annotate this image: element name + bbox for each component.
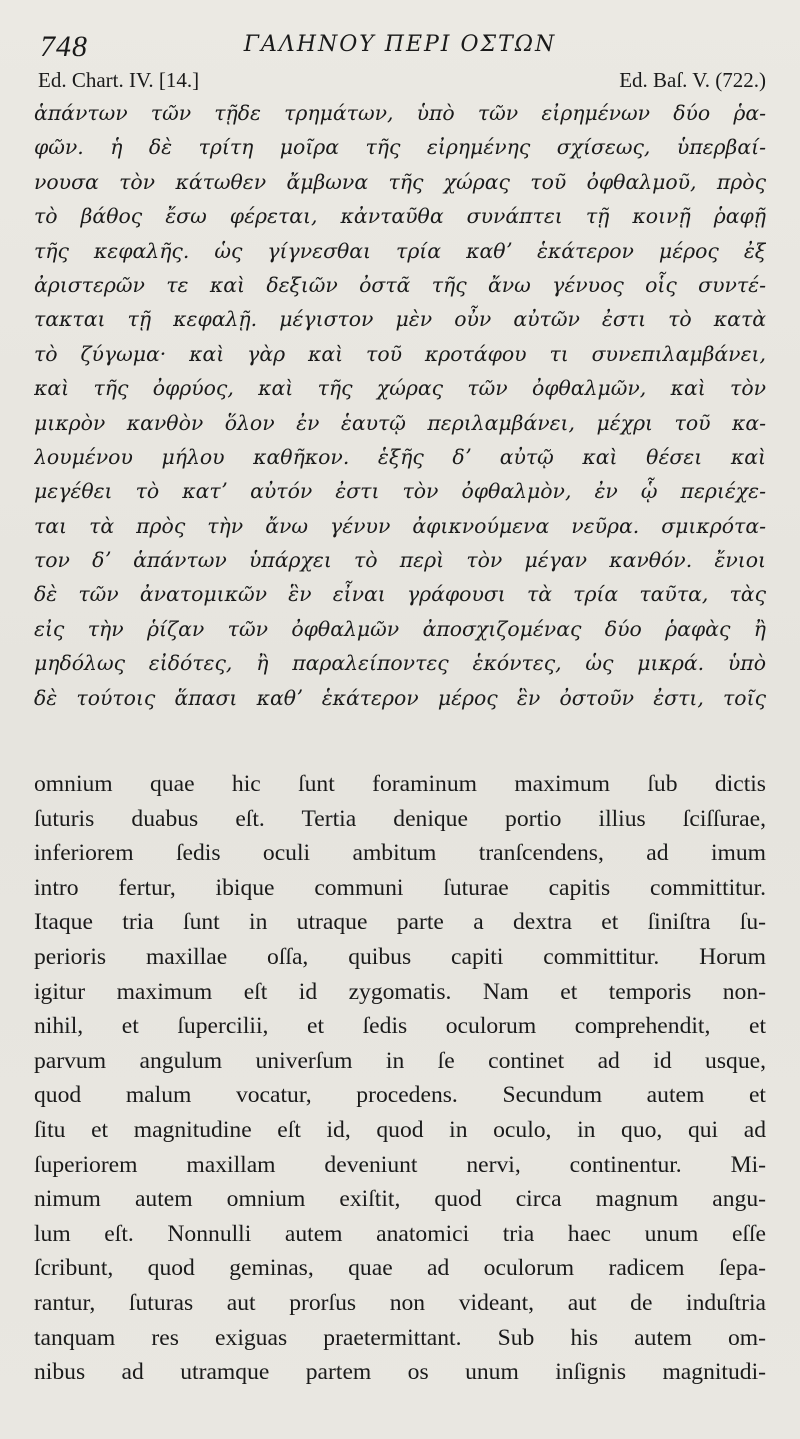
- greek-line: δὲ τούτοις ἅπασι καθʼ ἑκάτερον μέρος ἓν ὀστοῦν ἐστι, τοῖς: [34, 685, 766, 710]
- latin-line: nibus ad utramque partem os unum inſignis magnitudi-: [34, 1359, 766, 1386]
- latin-line: igitur maximum eſt id zygomatis. Nam et temporis non-: [34, 978, 766, 1005]
- greek-line: ἀριστερῶν τε καὶ δεξιῶν ὀστᾶ τῆς ἄνω γένυος οἷς συντέ-: [34, 272, 766, 297]
- greek-line: τῆς κεφαλῆς. ὡς γίγνεσθαι τρία καθʼ ἑκάτερον μέρος ἐξ: [34, 238, 766, 263]
- latin-line: inferiorem ſedis oculi ambitum tranſcendens, ad imum: [34, 840, 766, 867]
- greek-line: τακται τῇ κεφαλῇ. μέγιστον μὲν οὖν αὐτῶν ἐστι τὸ κατὰ: [34, 307, 766, 332]
- greek-line: ται τὰ πρὸς τὴν ἄνω γένυν ἀφικνούμενα νεῦρα. σμικρότα-: [34, 513, 766, 538]
- greek-line: νουσα τὸν κάτωθεν ἄμβωνα τῆς χώρας τοῦ ὀφθαλμοῦ, πρὸς: [34, 169, 766, 194]
- greek-text-block: [34, 96, 766, 715]
- latin-line: rantur, ſuturas aut prorſus non videant, aut de induſtria: [34, 1289, 766, 1316]
- edition-references: [34, 66, 766, 96]
- greek-line: μηδόλως εἰδότες, ἢ παραλείποντες ἑκόντες, ὡς μικρά. ὑπὸ: [34, 651, 766, 676]
- section-gap: [34, 715, 766, 767]
- latin-line: lum eſt. Nonnulli autem anatomici tria haec unum eſſe: [34, 1220, 766, 1247]
- latin-line: ſitu et magnitudine eſt id, quod in oculo, in quo, qui ad: [34, 1116, 766, 1143]
- greek-line: τὸ ζύγωμα· καὶ γὰρ καὶ τοῦ κροτάφου τι συνεπιλαμβάνει,: [34, 341, 766, 366]
- page-number: 748: [40, 30, 88, 63]
- latin-line: ſuperiorem maxillam deveniunt nervi, continentur. Mi-: [34, 1151, 766, 1178]
- running-title: ΓΑΛΗΝΟΥ ΠΕΡΙ ΟΣΤΩΝ: [243, 32, 557, 57]
- edition-basel-ref: Ed. Baſ. V. (722.): [619, 68, 766, 92]
- running-head: [34, 26, 766, 66]
- greek-line: μικρὸν κανθὸν ὅλον ἐν ἑαυτῷ περιλαμβάνει, μέχρι τοῦ κα-: [34, 410, 766, 435]
- latin-text-block: [34, 767, 766, 1390]
- latin-line: quod malum vocatur, procedens. Secundum autem et: [34, 1082, 766, 1109]
- latin-line: omnium quae hic ſunt foraminum maximum ſub dictis: [34, 771, 766, 798]
- latin-line: ſuturis duabus eſt. Tertia denique portio illius ſciſſurae,: [34, 805, 766, 832]
- edition-chartier-ref: Ed. Chart. IV. [14.]: [38, 68, 200, 92]
- greek-line: εἰς τὴν ῥίζαν τῶν ὀφθαλμῶν ἀποσχιζομένας δύο ῥαφὰς ἢ: [34, 616, 766, 641]
- greek-line: καὶ τῆς ὀφρύος, καὶ τῆς χώρας τῶν ὀφθαλμῶν, καὶ τὸν: [34, 376, 766, 401]
- greek-line: ἁπάντων τῶν τῇδε τρημάτων, ὑπὸ τῶν εἰρημένων δύο ῥα-: [34, 101, 766, 125]
- latin-line: parvum angulum univerſum in ſe continet ad id usque,: [34, 1047, 766, 1074]
- greek-line: δὲ τῶν ἀνατομικῶν ἓν εἶναι γράφουσι τὰ τρία ταῦτα, τὰς: [34, 582, 766, 607]
- greek-line: λουμένου μήλου καθῆκον. ἑξῆς δʼ αὐτῷ καὶ θέσει καὶ: [34, 444, 766, 469]
- latin-line: intro fertur, ibique communi ſuturae capitis committitur.: [34, 874, 766, 901]
- latin-line: Itaque tria ſunt in utraque parte a dextra et ſiniſtra ſu-: [34, 909, 766, 936]
- latin-line: ſcribunt, quod geminas, quae ad oculorum radicem ſepa-: [34, 1255, 766, 1282]
- latin-line: nimum autem omnium exiſtit, quod circa magnum angu-: [34, 1186, 766, 1213]
- greek-line: μεγέθει τὸ κατʼ αὐτόν ἐστι τὸν ὀφθαλμὸν, ἐν ᾧ περιέχε-: [34, 479, 766, 504]
- latin-line: tanquam res exiguas praetermittant. Sub his autem om-: [34, 1324, 766, 1351]
- greek-line: τον δʼ ἁπάντων ὑπάρχει τὸ περὶ τὸν μέγαν κανθόν. ἔνιοι: [34, 548, 766, 573]
- latin-line: perioris maxillae oſſa, quibus capiti committitur. Horum: [34, 944, 766, 970]
- latin-line: nihil, et ſupercilii, et ſedis oculorum comprehendit, et: [34, 1013, 766, 1040]
- greek-line: τὸ βάθος ἔσω φέρεται, κἀνταῦθα συνάπτει τῇ κοινῇ ῥαφῇ: [34, 204, 766, 229]
- greek-line: φῶν. ἡ δὲ τρίτη μοῖρα τῆς εἰρημένης σχίσεως, ὑπερβαί-: [34, 135, 766, 160]
